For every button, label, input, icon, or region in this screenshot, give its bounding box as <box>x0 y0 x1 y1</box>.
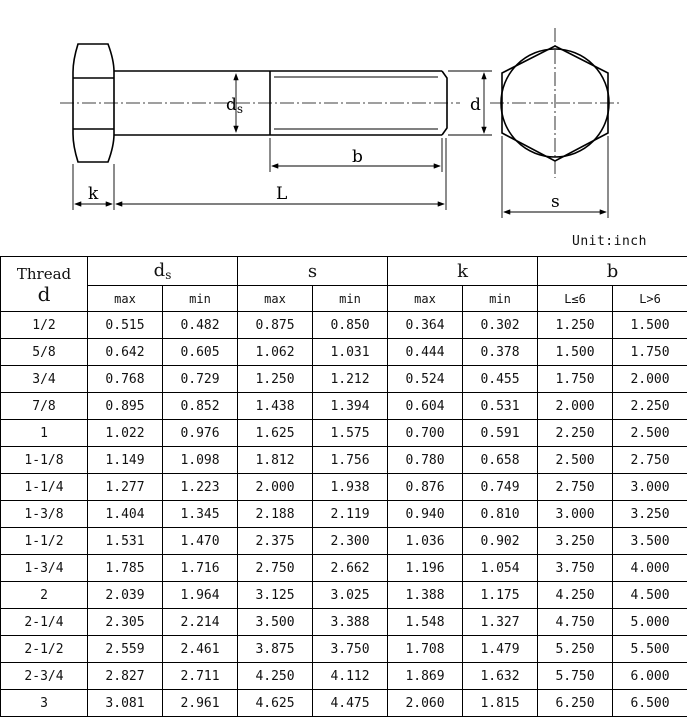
value-cell: 1.575 <box>313 420 388 447</box>
value-cell: 0.378 <box>463 339 538 366</box>
value-cell: 2.000 <box>613 366 687 393</box>
value-cell: 1.404 <box>88 501 163 528</box>
value-cell: 0.749 <box>463 474 538 501</box>
d-label: d <box>470 95 481 115</box>
value-cell: 1.022 <box>88 420 163 447</box>
value-cell: 1.250 <box>538 312 613 339</box>
thread-size-cell: 1-1/4 <box>1 474 88 501</box>
value-cell: 4.250 <box>238 663 313 690</box>
value-cell: 4.112 <box>313 663 388 690</box>
value-cell: 3.500 <box>238 609 313 636</box>
table-row <box>1 366 687 393</box>
table-row <box>1 474 687 501</box>
value-cell: 1.625 <box>238 420 313 447</box>
subheader-cell: max <box>88 286 163 312</box>
thread-size-cell: 1 <box>1 420 88 447</box>
value-cell: 2.060 <box>388 690 463 717</box>
value-cell: 1.531 <box>88 528 163 555</box>
value-cell: 3.000 <box>613 474 687 501</box>
value-cell: 2.214 <box>163 609 238 636</box>
value-cell: 0.531 <box>463 393 538 420</box>
table-row <box>1 447 687 474</box>
value-cell: 0.591 <box>463 420 538 447</box>
value-cell: 0.875 <box>238 312 313 339</box>
value-cell: 1.054 <box>463 555 538 582</box>
table-row <box>1 393 687 420</box>
table-row <box>1 690 687 717</box>
k-label: k <box>88 184 99 204</box>
value-cell: 1.632 <box>463 663 538 690</box>
value-cell: 1.756 <box>313 447 388 474</box>
value-cell: 4.250 <box>538 582 613 609</box>
value-cell: 4.000 <box>613 555 687 582</box>
thread-size-cell: 3 <box>1 690 88 717</box>
value-cell: 3.000 <box>538 501 613 528</box>
value-cell: 2.250 <box>613 393 687 420</box>
table-body <box>1 312 687 717</box>
value-cell: 0.976 <box>163 420 238 447</box>
value-cell: 3.081 <box>88 690 163 717</box>
value-cell: 2.300 <box>313 528 388 555</box>
table-row <box>1 420 687 447</box>
value-cell: 1.394 <box>313 393 388 420</box>
thread-size-cell: 3/4 <box>1 366 88 393</box>
b-label: b <box>352 147 363 167</box>
thread-size-cell: 1-3/8 <box>1 501 88 528</box>
value-cell: 2.750 <box>238 555 313 582</box>
value-cell: 3.750 <box>313 636 388 663</box>
value-cell: 1.964 <box>163 582 238 609</box>
value-cell: 1.175 <box>463 582 538 609</box>
value-cell: 0.876 <box>388 474 463 501</box>
value-cell: 0.444 <box>388 339 463 366</box>
value-cell: 5.000 <box>613 609 687 636</box>
table-row <box>1 555 687 582</box>
value-cell: 0.780 <box>388 447 463 474</box>
value-cell: 0.895 <box>88 393 163 420</box>
centerlines <box>60 28 622 178</box>
table-row <box>1 501 687 528</box>
value-cell: 0.364 <box>388 312 463 339</box>
value-cell: 1.223 <box>163 474 238 501</box>
value-cell: 2.711 <box>163 663 238 690</box>
value-cell: 0.850 <box>313 312 388 339</box>
value-cell: 2.305 <box>88 609 163 636</box>
value-cell: 2.188 <box>238 501 313 528</box>
value-cell: 5.500 <box>613 636 687 663</box>
value-cell: 3.500 <box>613 528 687 555</box>
value-cell: 0.852 <box>163 393 238 420</box>
value-cell: 0.810 <box>463 501 538 528</box>
bolt-dimension-table <box>0 256 687 717</box>
table-row <box>1 663 687 690</box>
value-cell: 2.750 <box>613 447 687 474</box>
value-cell: 1.250 <box>238 366 313 393</box>
value-cell: 1.708 <box>388 636 463 663</box>
value-cell: 1.750 <box>613 339 687 366</box>
thread-size-cell: 2-3/4 <box>1 663 88 690</box>
value-cell: 2.039 <box>88 582 163 609</box>
thread-size-cell: 1-1/8 <box>1 447 88 474</box>
value-cell: 0.605 <box>163 339 238 366</box>
value-cell: 0.302 <box>463 312 538 339</box>
value-cell: 2.461 <box>163 636 238 663</box>
value-cell: 1.277 <box>88 474 163 501</box>
value-cell: 4.750 <box>538 609 613 636</box>
table-row <box>1 582 687 609</box>
value-cell: 3.875 <box>238 636 313 663</box>
table-row <box>1 609 687 636</box>
group-s: s <box>238 257 388 286</box>
subheader-cell: min <box>163 286 238 312</box>
value-cell: 1.869 <box>388 663 463 690</box>
table-row <box>1 339 687 366</box>
value-cell: 2.662 <box>313 555 388 582</box>
value-cell: 0.604 <box>388 393 463 420</box>
value-cell: 2.559 <box>88 636 163 663</box>
value-cell: 1.479 <box>463 636 538 663</box>
thread-size-cell: 7/8 <box>1 393 88 420</box>
value-cell: 5.750 <box>538 663 613 690</box>
value-cell: 0.482 <box>163 312 238 339</box>
value-cell: 1.500 <box>613 312 687 339</box>
value-cell: 1.031 <box>313 339 388 366</box>
value-cell: 4.500 <box>613 582 687 609</box>
thread-size-cell: 2-1/2 <box>1 636 88 663</box>
value-cell: 2.000 <box>538 393 613 420</box>
value-cell: 1.327 <box>463 609 538 636</box>
value-cell: 1.196 <box>388 555 463 582</box>
subheader-cell: max <box>238 286 313 312</box>
value-cell: 0.700 <box>388 420 463 447</box>
value-cell: 1.438 <box>238 393 313 420</box>
s-label: s <box>551 192 560 212</box>
thread-size-cell: 1-3/4 <box>1 555 88 582</box>
value-cell: 3.250 <box>613 501 687 528</box>
value-cell: 0.902 <box>463 528 538 555</box>
value-cell: 4.475 <box>313 690 388 717</box>
value-cell: 6.000 <box>613 663 687 690</box>
value-cell: 2.750 <box>538 474 613 501</box>
value-cell: 3.750 <box>538 555 613 582</box>
value-cell: 0.642 <box>88 339 163 366</box>
value-cell: 1.548 <box>388 609 463 636</box>
value-cell: 0.729 <box>163 366 238 393</box>
value-cell: 6.500 <box>613 690 687 717</box>
value-cell: 5.250 <box>538 636 613 663</box>
dimension-lines <box>73 71 608 218</box>
thread-size-cell: 5/8 <box>1 339 88 366</box>
thread-header-label: Thread <box>1 264 87 284</box>
l-label: L <box>276 184 287 204</box>
thread-header <box>1 257 88 312</box>
value-cell: 2.119 <box>313 501 388 528</box>
value-cell: 1.098 <box>163 447 238 474</box>
value-cell: 1.345 <box>163 501 238 528</box>
value-cell: 2.500 <box>613 420 687 447</box>
thread-size-cell: 2 <box>1 582 88 609</box>
value-cell: 1.388 <box>388 582 463 609</box>
value-cell: 2.500 <box>538 447 613 474</box>
value-cell: 1.212 <box>313 366 388 393</box>
header-row-groups <box>1 257 687 286</box>
ds-label: ds <box>226 95 243 116</box>
value-cell: 6.250 <box>538 690 613 717</box>
value-cell: 0.768 <box>88 366 163 393</box>
value-cell: 1.785 <box>88 555 163 582</box>
header-row-subheaders <box>1 286 687 312</box>
subheader-cell: L≤6 <box>538 286 613 312</box>
subheader-cell: min <box>463 286 538 312</box>
value-cell: 1.938 <box>313 474 388 501</box>
subheader-cell: min <box>313 286 388 312</box>
value-cell: 2.961 <box>163 690 238 717</box>
thread-size-cell: 1/2 <box>1 312 88 339</box>
group-k: k <box>388 257 538 286</box>
value-cell: 2.375 <box>238 528 313 555</box>
group-ds: $d_s$ <box>88 257 238 286</box>
value-cell: 2.000 <box>238 474 313 501</box>
subheader-cell: max <box>388 286 463 312</box>
thread-size-cell: 1-1/2 <box>1 528 88 555</box>
value-cell: 1.062 <box>238 339 313 366</box>
value-cell: 1.812 <box>238 447 313 474</box>
value-cell: 4.625 <box>238 690 313 717</box>
value-cell: 0.455 <box>463 366 538 393</box>
value-cell: 0.524 <box>388 366 463 393</box>
subheader-cell: L>6 <box>613 286 687 312</box>
value-cell: 1.500 <box>538 339 613 366</box>
bolt-drawing <box>0 0 687 232</box>
table-row <box>1 312 687 339</box>
value-cell: 1.815 <box>463 690 538 717</box>
value-cell: 3.025 <box>313 582 388 609</box>
value-cell: 1.036 <box>388 528 463 555</box>
value-cell: 3.388 <box>313 609 388 636</box>
value-cell: 3.250 <box>538 528 613 555</box>
value-cell: 0.940 <box>388 501 463 528</box>
thread-size-cell: 2-1/4 <box>1 609 88 636</box>
value-cell: 0.658 <box>463 447 538 474</box>
value-cell: 1.750 <box>538 366 613 393</box>
value-cell: 3.125 <box>238 582 313 609</box>
table-row <box>1 636 687 663</box>
thread-header-symbol: d <box>1 284 87 304</box>
value-cell: 2.250 <box>538 420 613 447</box>
group-b: b <box>538 257 687 286</box>
value-cell: 1.470 <box>163 528 238 555</box>
table-row <box>1 528 687 555</box>
unit-label: Unit:inch <box>572 234 647 249</box>
value-cell: 0.515 <box>88 312 163 339</box>
value-cell: 1.716 <box>163 555 238 582</box>
value-cell: 2.827 <box>88 663 163 690</box>
value-cell: 1.149 <box>88 447 163 474</box>
